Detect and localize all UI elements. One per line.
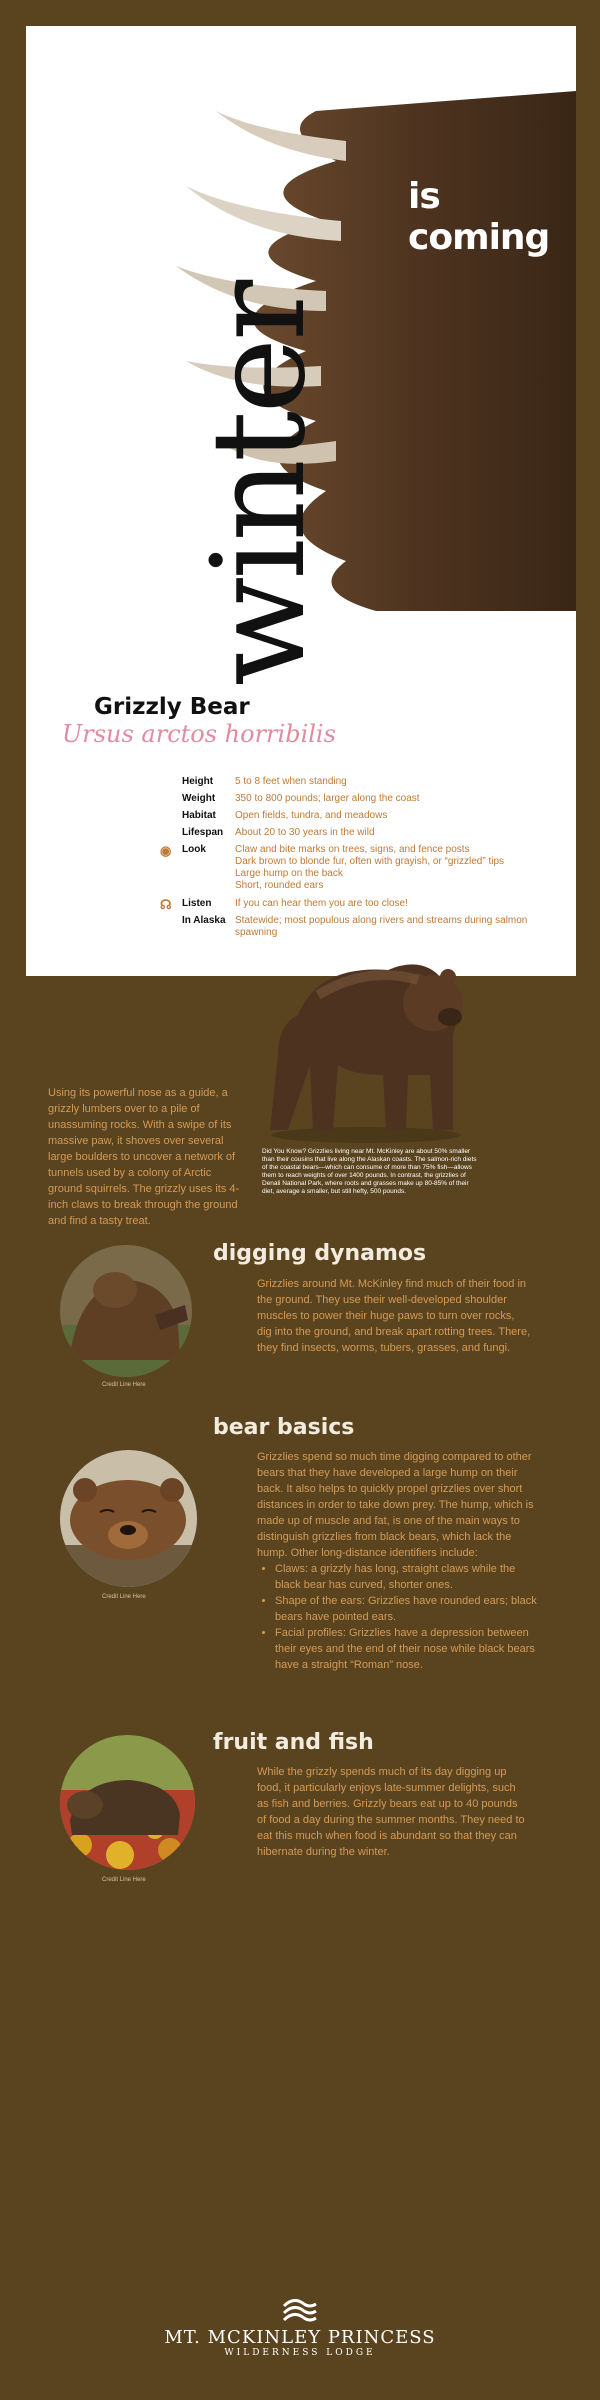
common-name: Grizzly Bear: [94, 694, 250, 720]
fact-row: [182, 793, 562, 805]
fact-label: In Alaska: [182, 915, 226, 926]
fact-value: About 20 to 30 years in the wild: [235, 827, 375, 838]
identifier-list: [257, 1561, 537, 1673]
fact-value: 350 to 800 pounds; larger along the coast: [235, 793, 420, 804]
section-body: [257, 1449, 537, 1673]
section-body: While the grizzly spends much of its day digging up food, it particularly enjoys late-summer delights, such as fish and berries. Grizzly bears eat up to 40 pounds of food a day during the summer months. They need to eat this much when food is abundant so that they can hibernate during the winter.: [257, 1766, 525, 1858]
digging-bear-photo: [60, 1245, 192, 1377]
identifier-item: • Facial profiles: Grizzlies have a depression between their eyes and the end of their nose while black bears have a straight “Roman” nose.: [275, 1625, 537, 1673]
bear-berries-photo: [60, 1735, 195, 1870]
did-you-know-note: Did You Know? Grizzlies living near Mt. McKinley are about 50% smaller than their cousins that live along the Alaskan coasts. The salmon-rich diets of the coastal bears—which can consume of more than 75% fish—allows them to reach weights of over 1400 pounds. In contrast, the grizzlies of Denali National Park, where roots and grasses make up 80-85% of their diet, average a smaller, but still hefty, 500 pounds.: [262, 1148, 477, 1195]
fact-label: Listen: [182, 898, 212, 909]
fact-label: Lifespan: [182, 827, 224, 838]
fact-label: Look: [182, 844, 206, 855]
fact-value: Claw and bite marks on trees, signs, and fence posts Dark brown to blonde fur, often with grayish, or “grizzled” tips Large hump on the back Short, rounded ears: [235, 844, 505, 891]
fact-value: 5 to 8 feet when standing: [235, 776, 347, 787]
headline: winter: [185, 282, 334, 686]
fact-list: [160, 776, 562, 944]
fact-value: Statewide; most populous along rivers and streams during salmon spawning: [235, 915, 528, 938]
bear-face-photo: [60, 1450, 197, 1587]
standing-bear-photo: [258, 925, 473, 1145]
latin-name: Ursus arctos horribilis: [62, 720, 336, 748]
section-title: bear basics: [213, 1415, 355, 1440]
section-body: Grizzlies around Mt. McKinley find much of their food in the ground. They use their well-developed shoulder muscles to power their huge paws to turn over rocks, dig into the ground, and break apart rotting trees. There, they find insects, worms, tubers, grasses, and fungi.: [257, 1278, 531, 1354]
logo-name: MT. MCKINLEY PRINCESS: [164, 2327, 436, 2348]
photo-caption: Credit Line Here: [102, 1594, 146, 1600]
fact-label: Weight: [182, 793, 216, 804]
fact-label-wrap: [160, 897, 235, 912]
identifier-item: • Claws: a grizzly has long, straight claws while the black bear has curved, shorter ones.: [275, 1561, 537, 1593]
fact-row: [160, 897, 562, 912]
photo-caption: Credit Line Here: [102, 1877, 146, 1883]
section-title: fruit and fish: [213, 1730, 374, 1755]
intro-paragraph: Using its powerful nose as a guide, a grizzly lumbers over to a pile of unassuming rocks. With a swipe of its massive paw, it shoves over several large boulders to uncover a network of tunnels used by a colony of Arctic ground squirrels. The grizzly uses its 4-inch claws to break through the ground and find a tasty treat.: [48, 1087, 240, 1227]
fact-row: [160, 843, 562, 892]
fact-value: If you can hear them you are too close!: [235, 898, 408, 909]
logo-subtitle: WILDERNESS LODGE: [224, 2348, 376, 2358]
fact-row: [182, 776, 562, 788]
subhead: is coming: [408, 176, 550, 258]
fact-label-wrap: [160, 843, 235, 892]
fact-label: Height: [182, 776, 214, 787]
lodge-logo: [0, 2296, 600, 2358]
fact-value: Open fields, tundra, and meadows: [235, 810, 388, 821]
section-title: digging dynamos: [213, 1241, 427, 1266]
fact-row: [182, 810, 562, 822]
wave-logo-icon: [280, 2296, 320, 2322]
identifier-item: • Shape of the ears: Grizzlies have rounded ears; black bears have pointed ears.: [275, 1593, 537, 1625]
eye-icon: ◉: [160, 843, 172, 858]
poster: [26, 26, 576, 976]
ear-icon: ☊: [160, 897, 172, 912]
fact-label: Habitat: [182, 810, 216, 821]
fact-row: [182, 827, 562, 839]
section-body-text: Grizzlies spend so much time digging compared to other bears that they have developed a large hump on their back. It also helps to quickly propel grizzlies over short distances in order to take down prey. The hump, which is made up of muscle and fat, is one of the main ways to distinguish grizzlies from black bears, which lack the hump. Other long-distance identifiers include:: [257, 1451, 534, 1559]
photo-caption: Credit Line Here: [102, 1382, 146, 1388]
headline-wrap: [185, 126, 334, 686]
